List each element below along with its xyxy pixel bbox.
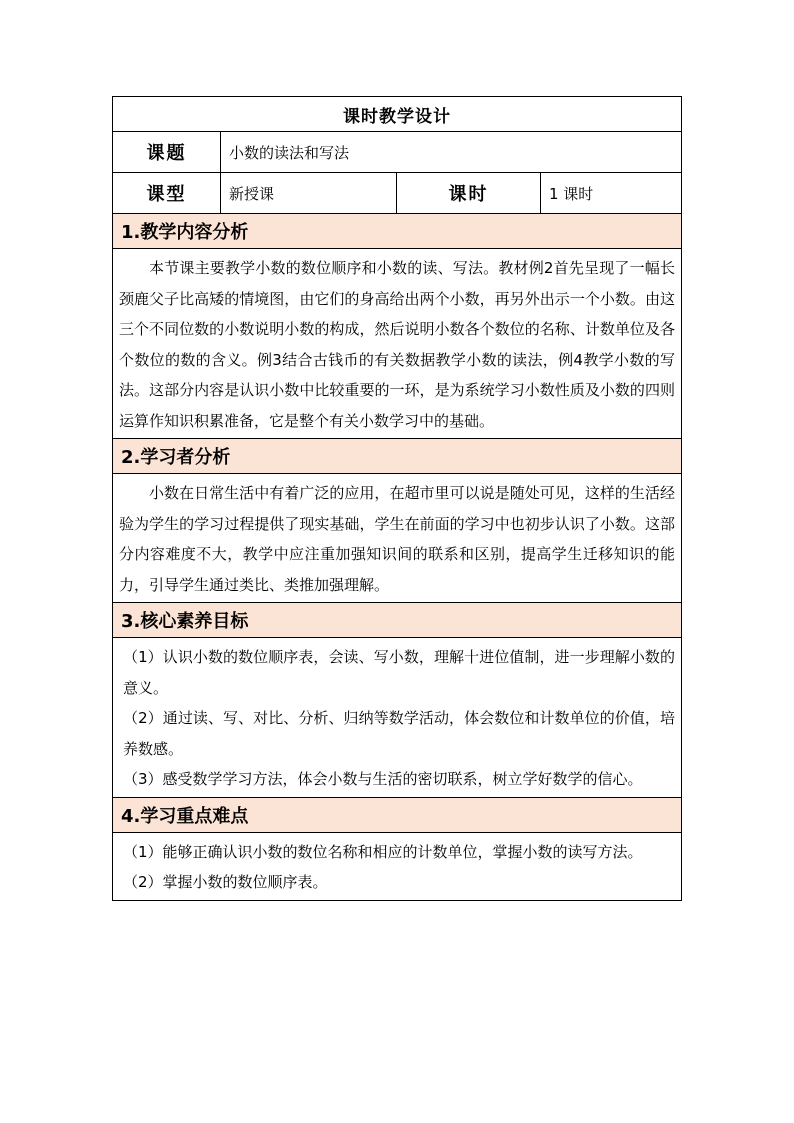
section-body [113, 249, 682, 439]
document-title: 课时教学设计 [113, 97, 682, 132]
section-heading: 4.学习重点难点 [113, 797, 682, 832]
list-item: （2）通过读、写、对比、分析、归纳等数学活动，体会数位和计数单位的价值，培养数感。 [123, 709, 675, 758]
paragraph: 小数在日常生活中有着广泛的应用，在超市里可以说是随处可见，这样的生活经验为学生的学习过程提供了现实基础，学生在前面的学习中也初步认识了小数。这部分内容难度不大，教学中应注重加强知识间的联系和区别，提高学生迁移知识的能力，引导学生通过类比、类推加强理解。 [119, 484, 675, 594]
section-1-body-row [113, 249, 682, 439]
topic-row [113, 132, 682, 173]
section-4-head-row [113, 797, 682, 832]
section-1-head-row [113, 214, 682, 249]
type-label: 课型 [113, 173, 221, 214]
section-body [113, 474, 682, 603]
topic-label: 课题 [113, 132, 221, 173]
hours-label: 课时 [397, 173, 541, 214]
section-2-body-row [113, 474, 682, 603]
hours-value: 1 课时 [541, 173, 682, 214]
section-body [113, 832, 682, 900]
list-item: （3）感受数学学习方法，体会小数与生活的密切联系，树立学好数学的信心。 [123, 770, 643, 788]
list-item: （1）认识小数的数位顺序表，会读、写小数，理解十进位值制，进一步理解小数的意义。 [123, 648, 675, 697]
section-body [113, 638, 682, 798]
section-2-head-row [113, 439, 682, 474]
lesson-plan-table [112, 96, 682, 901]
title-row [113, 97, 682, 132]
section-4-body-row [113, 832, 682, 900]
section-heading: 1.教学内容分析 [113, 214, 682, 249]
topic-value: 小数的读法和写法 [221, 132, 682, 173]
type-row [113, 173, 682, 214]
section-heading: 3.核心素养目标 [113, 603, 682, 638]
paragraph: 本节课主要教学小数的数位顺序和小数的读、写法。教材例2首先呈现了一幅长颈鹿父子比高矮的情境图，由它们的身高给出两个小数，再另外出示一个小数。由这三个不同位数的小数说明小数的构成，然后说明小数各个数位的名称、计数单位及各个数位的数的含义。例3结合古钱币的有关数据教学小数的读法，例4教学小数的写法。这部分内容是认识小数中比较重要的一环，是为系统学习小数性质及小数的四则运算作知识积累准备，它是整个有关小数学习中的基础。 [119, 259, 675, 430]
list-item: （2）掌握小数的数位顺序表。 [123, 873, 328, 891]
section-3-head-row [113, 603, 682, 638]
list-item: （1）能够正确认识小数的数位名称和相应的计数单位，掌握小数的读写方法。 [123, 842, 643, 861]
type-value: 新授课 [221, 173, 397, 214]
section-3-body-row [113, 638, 682, 798]
section-heading: 2.学习者分析 [113, 439, 682, 474]
